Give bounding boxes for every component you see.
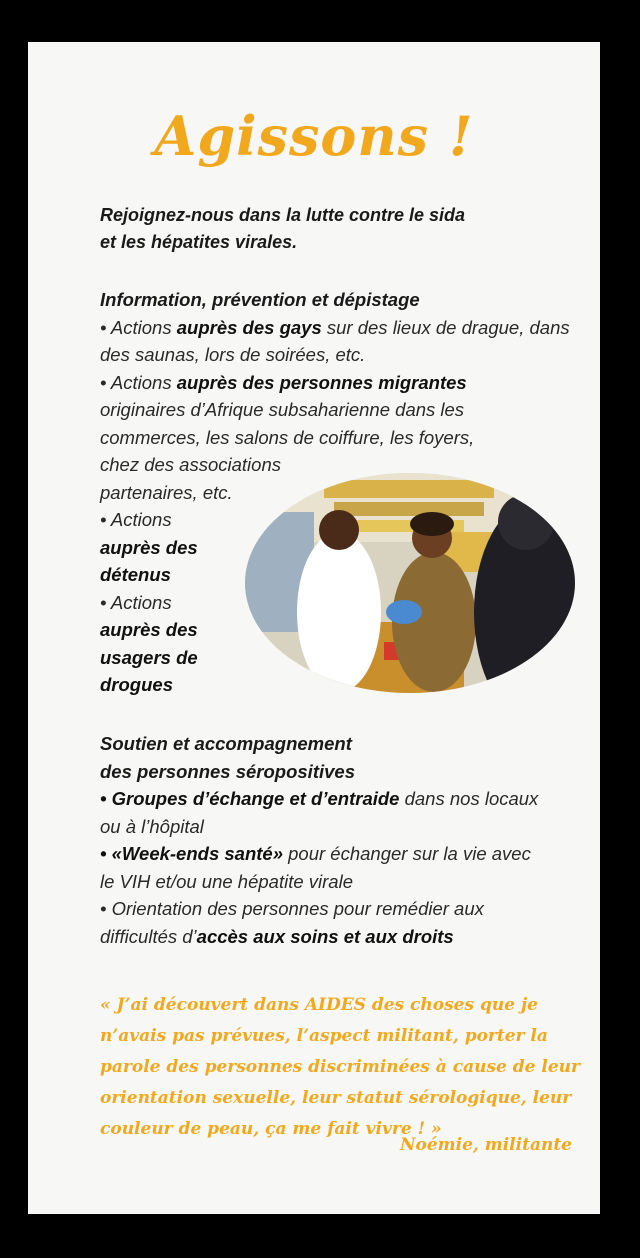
page-title: Agissons ! [154,104,474,168]
bullet-detenus: • Actions [100,509,172,530]
migrants-line-2: commerces, les salons de coiffure, les foyers, [100,426,475,448]
bullet-weekends [100,840,580,868]
bullet-migrants-pre: • Actions [100,371,177,393]
bullet-gays-post: sur des lieux de drague, dans des saunas, lors de soirées, etc. [100,316,570,365]
migrants-line-4: partenaires, etc. [100,481,233,503]
bullet-groupes-post: dans nos locaux [399,788,539,809]
bullet-gays [100,314,580,369]
bullet-orientation: • Orientation des personnes pour remédier aux [100,898,484,919]
migrants-line-3: chez des associations [100,454,281,475]
quote-line-2: n’avais pas prévues, l’aspect militant, porter la [100,1026,548,1046]
bullet-migrants-bold: auprès des personnes migrantes [176,371,467,393]
bullet-groupes-bold: • Groupes d’échange et d’entraide [100,788,400,809]
bullet-drogues: • Actions [100,591,172,613]
section-support [100,730,580,950]
orientation-pre: difficultés d’ [100,925,197,947]
section-heading-prevention: Information, prévention et dépistage [100,289,420,310]
orientation-bold: accès aux soins et aux droits [196,925,454,947]
quote-line-1: « J’ai découvert dans AIDES des choses que je [100,995,538,1015]
intro-line-2: et les hépatites virales. [100,232,298,252]
quote-line-3: parole des personnes discriminées à cause de leur [100,1057,580,1077]
testimonial-quote [100,990,580,1145]
leaflet-page [28,42,600,1214]
migrants-line-1: originaires d’Afrique subsaharienne dans les [100,399,465,420]
intro-line-1: Rejoignez-nous dans la lutte contre le sida [100,205,466,225]
drogues-line-2: usagers de [100,646,198,668]
bullet-weekends-post: pour échanger sur la vie avec [283,843,531,864]
quote-line-5: couleur de peau, ça me fait vivre ! » [100,1119,442,1139]
quote-signature: Noémie, militante [399,1135,572,1155]
bullet-groupes [100,785,580,813]
detenus-line-2: détenus [100,564,171,585]
bullet-gays-pre: • Actions [100,316,177,338]
weekends-line-2: le VIH et/ou une hépatite virale [100,870,353,892]
drogues-line-3: drogues [100,674,173,695]
detenus-line-1: auprès des [100,536,198,558]
market-photo [244,472,576,694]
bullet-migrants [100,369,580,397]
section-heading-support-2: des personnes séropositives [100,760,355,782]
intro-text [100,202,540,256]
groupes-line-2: ou à l’hôpital [100,815,204,837]
quote-line-4: orientation sexuelle, leur statut sérologique, leur [100,1088,572,1108]
bullet-weekends-bold: • «Week-ends santé» [100,843,283,864]
section-heading-support-1: Soutien et accompagnement [100,733,352,754]
drogues-line-1: auprès des [100,619,198,640]
orientation-line-2 [100,923,580,951]
bullet-gays-bold: auprès des gays [176,316,322,338]
